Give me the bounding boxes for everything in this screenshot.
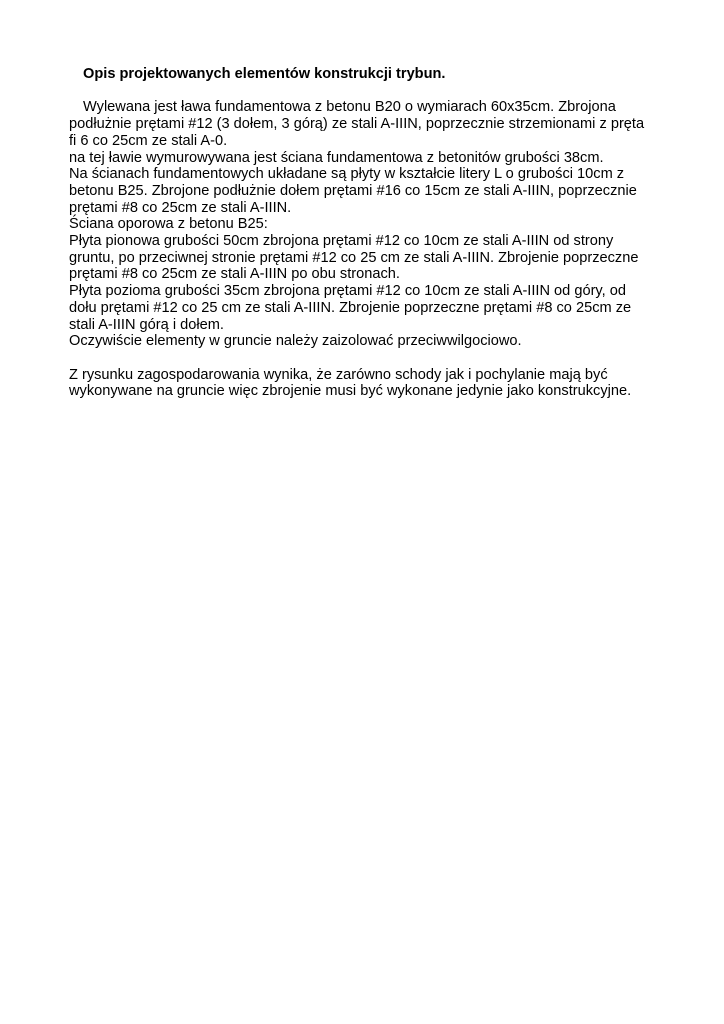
text-line: Z rysunku zagospodarowania wynika, że zarówno schody jak i pochylanie mają być <box>69 366 608 383</box>
text-line: podłużnie prętami #12 (3 dołem, 3 górą) ze stali A-IIIN, poprzecznie strzemionami z pręta <box>69 116 645 133</box>
main-paragraph <box>69 99 649 350</box>
text-line: na tej ławie wymurowywana jest ściana fundamentowa z betonitów grubości 38cm. <box>69 149 604 166</box>
text-line: prętami #8 co 25cm ze stali A-IIIN po obu stronach. <box>69 266 400 283</box>
text-line: Na ścianach fundamentowych układane są płyty w kształcie litery L o grubości 10cm z <box>69 166 625 183</box>
document-title: Opis projektowanych elementów konstrukcji trybun. <box>83 66 446 82</box>
text-line: dołu prętami #12 co 25 cm ze stali A-IIIN. Zbrojenie poprzeczne prętami #8 co 25cm ze <box>69 299 632 316</box>
paragraph-spacer <box>69 350 649 367</box>
closing-paragraph <box>69 367 649 400</box>
text-line: Oczywiście elementy w gruncie należy zaizolować przeciwwilgociowo. <box>69 333 522 350</box>
text-line: betonu B25. Zbrojone podłużnie dołem prętami #16 co 15cm ze stali A-IIIN, poprzecznie <box>69 182 637 199</box>
paragraph-spacer <box>69 83 649 100</box>
text-line: gruntu, po przeciwnej stronie prętami #12 co 25 cm ze stali A-IIIN. Zbrojenie poprzeczne <box>69 249 639 266</box>
text-line: stali A-IIIN górą i dołem. <box>69 316 224 333</box>
text-line: Płyta pionowa grubości 50cm zbrojona prętami #12 co 10cm ze stali A-IIIN od strony <box>69 233 614 250</box>
text-line: wykonywane na gruncie więc zbrojenie musi być wykonane jedynie jako konstrukcyjne. <box>69 383 632 400</box>
text-line: prętami #8 co 25cm ze stali A-IIIN. <box>69 199 292 216</box>
text-line: Ściana oporowa z betonu B25: <box>69 216 268 233</box>
document-body <box>69 66 649 400</box>
text-line: fi 6 co 25cm ze stali A-0. <box>69 132 228 149</box>
text-line: Wylewana jest ława fundamentowa z betonu B20 o wymiarach 60x35cm. Zbrojona <box>83 99 616 116</box>
text-line: Płyta pozioma grubości 35cm zbrojona prętami #12 co 10cm ze stali A-IIIN od góry, od <box>69 283 626 300</box>
